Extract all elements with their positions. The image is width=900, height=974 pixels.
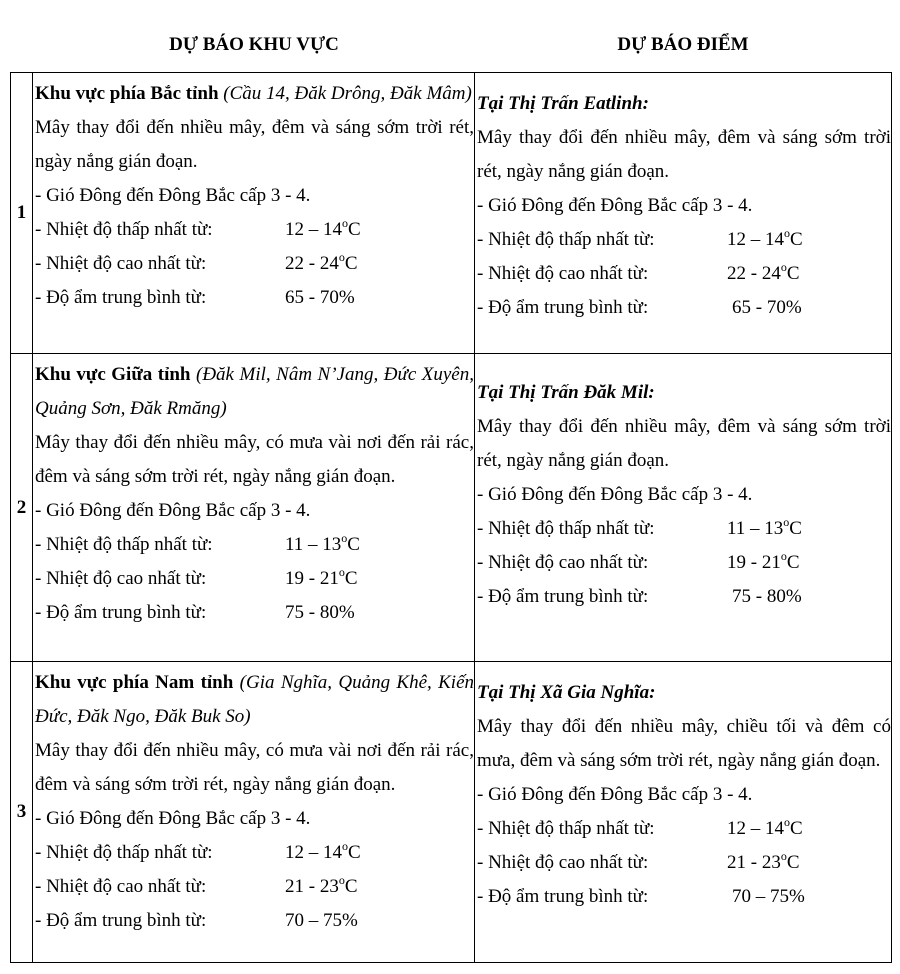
humidity-label: - Độ ẩm trung bình từ: <box>477 886 649 907</box>
celsius-unit: C <box>786 552 800 573</box>
table-row <box>11 662 892 963</box>
celsius-unit: C <box>344 253 358 274</box>
temp-high-label: - Nhiệt độ cao nhất từ: <box>477 552 649 573</box>
temp-low-label: - Nhiệt độ thấp nhất từ: <box>35 842 213 863</box>
temp-low-value: 11 – 13 <box>285 534 342 555</box>
point-temp-low <box>477 223 891 257</box>
celsius-unit: C <box>790 818 803 839</box>
temp-low-value: 12 – 14 <box>285 219 342 240</box>
celsius-unit: C <box>786 852 800 873</box>
point-wind: - Gió Đông đến Đông Bắc cấp 3 - 4. <box>477 784 753 805</box>
humidity-value: 65 - 70% <box>285 287 355 308</box>
point-temp-high <box>477 846 891 880</box>
row-number: 2 <box>11 354 33 662</box>
area-title <box>35 358 474 426</box>
area-humidity <box>35 904 474 938</box>
humidity-value: 65 - 70% <box>732 297 802 318</box>
area-wind: - Gió Đông đến Đông Bắc cấp 3 - 4. <box>35 500 311 521</box>
area-wind: - Gió Đông đến Đông Bắc cấp 3 - 4. <box>35 808 311 829</box>
point-title: Tại Thị Trấn Đăk Mil: <box>477 382 655 403</box>
humidity-label: - Độ ẩm trung bình từ: <box>477 297 649 318</box>
area-temp-high <box>35 562 474 596</box>
temp-high-label: - Nhiệt độ cao nhất từ: <box>35 253 207 274</box>
point-forecast-cell <box>475 354 892 662</box>
point-humidity <box>477 580 891 614</box>
temp-low-value: 12 – 14 <box>727 229 784 250</box>
area-name: Khu vực phía Nam tỉnh <box>35 672 234 693</box>
degree-sup: o <box>784 226 790 240</box>
degree-sup: o <box>783 515 790 529</box>
temp-high-value: 19 - 21 <box>727 552 781 573</box>
degree-sup: o <box>784 815 790 829</box>
degree-sup: o <box>780 260 787 274</box>
celsius-unit: C <box>348 842 361 863</box>
header-point-forecast: DỰ BÁO ĐIỂM <box>617 34 749 55</box>
temp-high-value: 19 - 21 <box>285 568 339 589</box>
area-forecast-cell <box>33 662 475 963</box>
point-wind: - Gió Đông đến Đông Bắc cấp 3 - 4. <box>477 484 753 505</box>
degree-sup: o <box>342 216 348 230</box>
temp-low-value: 12 – 14 <box>727 818 784 839</box>
point-wind: - Gió Đông đến Đông Bắc cấp 3 - 4. <box>477 195 753 216</box>
humidity-value: 75 - 80% <box>732 586 802 607</box>
celsius-unit: C <box>347 534 360 555</box>
point-humidity <box>477 880 891 914</box>
temp-high-label: - Nhiệt độ cao nhất từ: <box>477 263 649 284</box>
temp-low-label: - Nhiệt độ thấp nhất từ: <box>35 534 213 555</box>
area-temp-low <box>35 528 474 562</box>
area-places: (Gia Nghĩa, Quảng Khê, Kiến Đức, Đăk Ngo, Đăk Buk So) <box>35 672 475 727</box>
row-number: 1 <box>11 73 33 354</box>
area-temp-low <box>35 213 474 247</box>
area-places: (Đăk Mil, Nâm N’Jang, Đức Xuyên, Quảng Sơn, Đăk Rmăng) <box>35 364 474 419</box>
area-humidity <box>35 281 474 315</box>
area-forecast-cell <box>33 73 475 354</box>
celsius-unit: C <box>344 876 358 897</box>
area-temp-high <box>35 870 474 904</box>
area-places: (Cầu 14, Đăk Drông, Đăk Mâm) <box>223 83 472 104</box>
point-forecast-cell <box>475 73 892 354</box>
degree-sup: o <box>341 531 348 545</box>
degree-sup: o <box>342 839 348 853</box>
point-forecast-cell <box>475 662 892 963</box>
point-description: Mây thay đổi đến nhiều mây, đêm và sáng sớm trời rét, ngày nắng gián đoạn. <box>477 127 891 182</box>
point-title: Tại Thị Xã Gia Nghĩa: <box>477 682 656 703</box>
area-description: Mây thay đổi đến nhiều mây, có mưa vài nơi đến rải rác, đêm và sáng sớm trời rét, ngày nắng gián đoạn. <box>35 740 474 795</box>
table-row <box>11 73 892 354</box>
celsius-unit: C <box>789 518 802 539</box>
temp-high-value: 22 - 24 <box>727 263 781 284</box>
area-temp-high <box>35 247 474 281</box>
area-forecast-cell <box>33 354 475 662</box>
celsius-unit: C <box>344 568 358 589</box>
table-row <box>11 354 892 662</box>
point-description: Mây thay đổi đến nhiều mây, đêm và sáng sớm trời rét, ngày nắng gián đoạn. <box>477 416 891 471</box>
humidity-label: - Độ ẩm trung bình từ: <box>35 287 207 308</box>
area-title <box>35 666 474 734</box>
degree-sup: o <box>780 849 787 863</box>
point-temp-low <box>477 812 891 846</box>
celsius-unit: C <box>786 263 800 284</box>
area-wind: - Gió Đông đến Đông Bắc cấp 3 - 4. <box>35 185 311 206</box>
celsius-unit: C <box>348 219 361 240</box>
page-header <box>0 0 900 72</box>
temp-high-label: - Nhiệt độ cao nhất từ: <box>35 876 207 897</box>
degree-sup: o <box>780 549 787 563</box>
humidity-label: - Độ ẩm trung bình từ: <box>35 602 207 623</box>
temp-high-label: - Nhiệt độ cao nhất từ: <box>35 568 207 589</box>
point-temp-high <box>477 546 891 580</box>
area-name: Khu vực Giữa tỉnh <box>35 364 191 385</box>
temp-low-value: 12 – 14 <box>285 842 342 863</box>
humidity-value: 70 – 75% <box>732 886 805 907</box>
temp-high-value: 22 - 24 <box>285 253 339 274</box>
degree-sup: o <box>338 873 345 887</box>
area-humidity <box>35 596 474 630</box>
temp-low-label: - Nhiệt độ thấp nhất từ: <box>477 518 655 539</box>
point-temp-low <box>477 512 891 546</box>
area-temp-low <box>35 836 474 870</box>
area-title <box>35 77 474 111</box>
point-title: Tại Thị Trấn Eatlinh: <box>477 93 649 114</box>
temp-high-value: 21 - 23 <box>285 876 339 897</box>
point-temp-high <box>477 257 891 291</box>
temp-low-value: 11 – 13 <box>727 518 784 539</box>
area-description: Mây thay đổi đến nhiều mây, có mưa vài nơi đến rải rác, đêm và sáng sớm trời rét, ngày nắng gián đoạn. <box>35 432 474 487</box>
area-description: Mây thay đổi đến nhiều mây, đêm và sáng sớm trời rét, ngày nắng gián đoạn. <box>35 117 474 172</box>
degree-sup: o <box>338 250 345 264</box>
celsius-unit: C <box>790 229 803 250</box>
point-humidity <box>477 291 891 325</box>
temp-high-label: - Nhiệt độ cao nhất từ: <box>477 852 649 873</box>
humidity-label: - Độ ẩm trung bình từ: <box>477 586 649 607</box>
header-area-forecast: DỰ BÁO KHU VỰC <box>169 34 339 55</box>
temp-high-value: 21 - 23 <box>727 852 781 873</box>
forecast-table <box>10 72 892 963</box>
row-number: 3 <box>11 662 33 963</box>
temp-low-label: - Nhiệt độ thấp nhất từ: <box>477 229 655 250</box>
degree-sup: o <box>338 565 345 579</box>
humidity-value: 75 - 80% <box>285 602 355 623</box>
humidity-value: 70 – 75% <box>285 910 358 931</box>
temp-low-label: - Nhiệt độ thấp nhất từ: <box>35 219 213 240</box>
temp-low-label: - Nhiệt độ thấp nhất từ: <box>477 818 655 839</box>
point-description: Mây thay đổi đến nhiều mây, chiều tối và đêm có mưa, đêm và sáng sớm trời rét, ngày nắng gián đoạn. <box>477 716 891 771</box>
area-name: Khu vực phía Bắc tỉnh <box>35 83 219 104</box>
humidity-label: - Độ ẩm trung bình từ: <box>35 910 207 931</box>
